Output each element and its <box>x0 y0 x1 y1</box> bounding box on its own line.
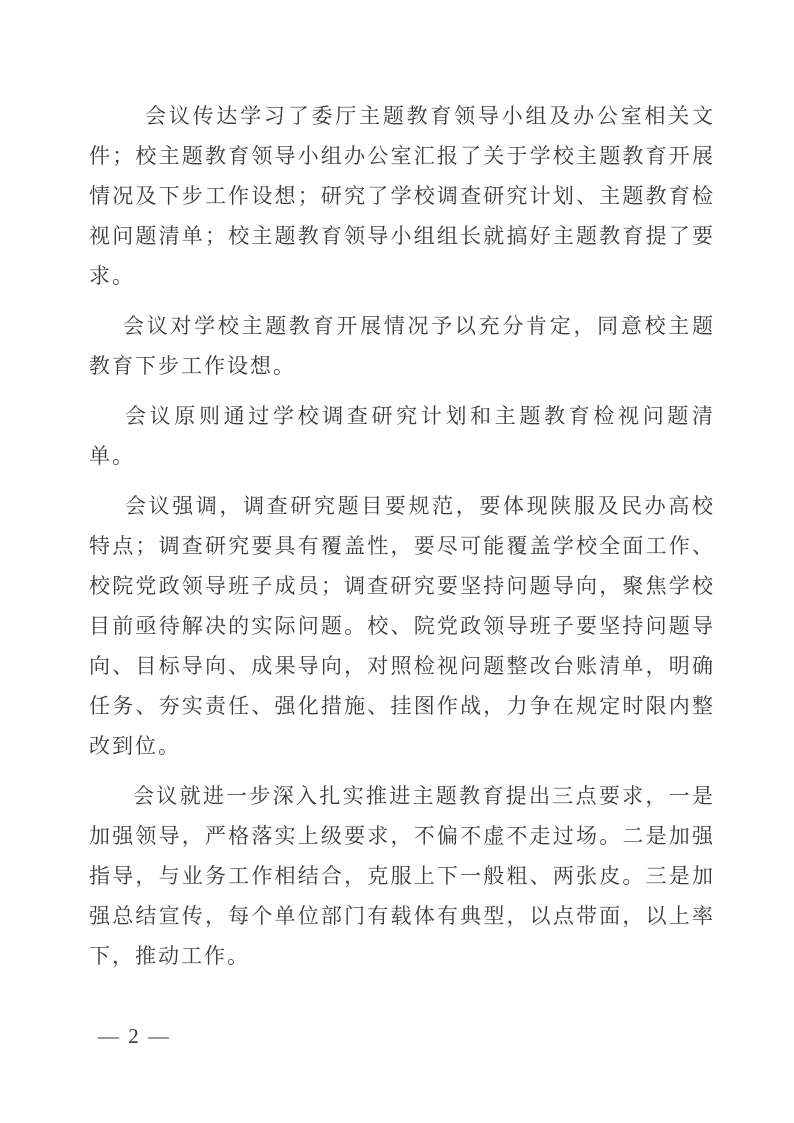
document-body <box>89 96 715 976</box>
paragraph-5: 会议就进一步深入扎实推进主题教育提出三点要求，一是加强领导，严格落实上级要求，不偏不虚不走过场。二是加强指导，与业务工作相结合，克服上下一般粗、两张皮。三是加强总结宣传，每个单位部门有载体有典型，以点带面，以上率下，推动工作。 <box>89 784 715 968</box>
paragraph-2: 会议对学校主题教育开展情况予以充分肯定，同意校主题教育下步工作设想。 <box>89 314 715 378</box>
paragraph-1: 会议传达学习了委厅主题教育领导小组及办公室相关文件；校主题教育领导小组办公室汇报了关于学校主题教育开展情况及下步工作设想；研究了学校调查研究计划、主题教育检视问题清单；校主题教育领导小组组长就搞好主题教育提了要求。 <box>89 104 715 288</box>
paragraph-4: 会议强调，调查研究题目要规范，要体现陕服及民办高校特点；调查研究要具有覆盖性，要尽可能覆盖学校全面工作、校院党政领导班子成员；调查研究要坚持问题导向，聚焦学校目前亟待解决的实际问题。校、院党政领导班子要坚持问题导向、目标导向、成果导向，对照检视问题整改台账清单，明确任务、夯实责任、强化措施、挂图作战，力争在规定时限内整改到位。 <box>89 494 715 758</box>
paragraph-3: 会议原则通过学校调查研究计划和主题教育检视问题清单。 <box>89 404 715 468</box>
page-number: — 2 — <box>98 1024 171 1048</box>
